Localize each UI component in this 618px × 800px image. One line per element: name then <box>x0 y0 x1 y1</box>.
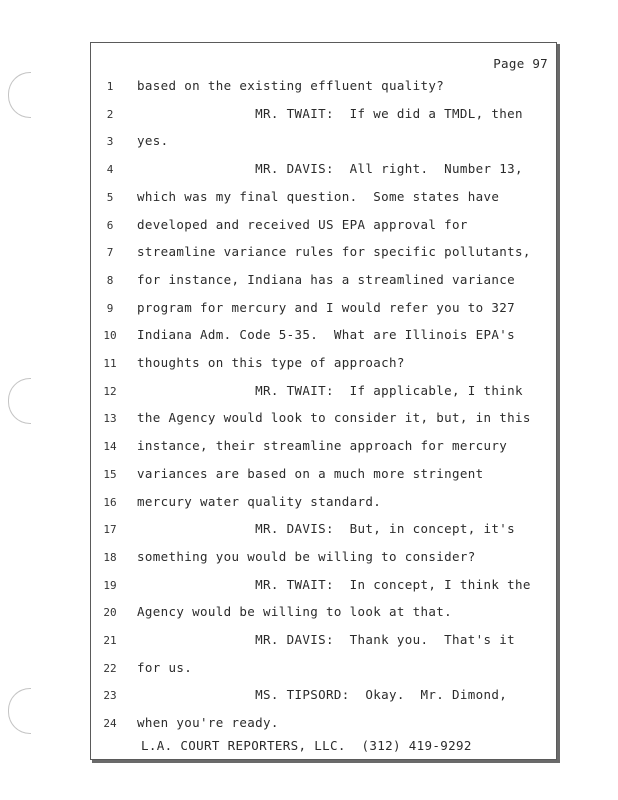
line-number: 20 <box>103 606 117 620</box>
transcript-line <box>91 548 556 570</box>
transcript-line <box>91 271 556 293</box>
punch-hole-bottom <box>8 688 31 734</box>
line-number: 15 <box>103 467 117 481</box>
line-number: 11 <box>103 357 117 370</box>
line-number: 5 <box>106 190 114 204</box>
line-number: 12 <box>103 384 117 398</box>
transcript-line <box>91 326 556 348</box>
line-text: when you're ready. <box>137 715 279 731</box>
transcript-line <box>91 465 556 487</box>
transcript-line <box>91 437 556 459</box>
line-number: 4 <box>106 163 114 177</box>
line-text: MS. TIPSORD: Okay. Mr. Dimond, <box>137 687 508 703</box>
line-number: 10 <box>103 329 117 343</box>
line-text: for us. <box>137 659 193 675</box>
line-text: for instance, Indiana has a streamlined variance <box>137 271 516 287</box>
line-number: 6 <box>106 218 114 232</box>
line-text: MR. TWAIT: If we did a TMDL, then <box>137 105 523 121</box>
line-text: thoughts on this type of approach? <box>137 355 405 370</box>
transcript-line <box>91 603 556 625</box>
line-text: variances are based on a much more stringent <box>137 465 484 481</box>
transcript-line <box>91 105 556 127</box>
line-number: 14 <box>103 440 117 454</box>
line-number: 21 <box>103 634 117 647</box>
line-text: developed and received US EPA approval for <box>137 216 468 232</box>
transcript-line <box>91 299 556 321</box>
line-number: 3 <box>106 135 114 149</box>
line-text: MR. DAVIS: All right. Number 13, <box>137 161 523 177</box>
line-text: Indiana Adm. Code 5-35. What are Illinois EPA's <box>137 327 516 343</box>
line-text: MR. TWAIT: If applicable, I think <box>137 382 523 398</box>
transcript-line <box>91 382 556 404</box>
line-text: streamline variance rules for specific pollutants, <box>137 244 531 260</box>
line-number: 13 <box>103 412 117 426</box>
transcript-line <box>91 631 556 653</box>
court-reporter-footer: L.A. COURT REPORTERS, LLC. (312) 419-9292 <box>141 738 472 753</box>
line-text: Agency would be willing to look at that. <box>137 604 453 620</box>
line-text: mercury water quality standard. <box>137 493 382 509</box>
line-number: 7 <box>106 246 114 260</box>
transcript-line <box>91 520 556 542</box>
transcript-line <box>91 409 556 431</box>
transcript-page <box>90 42 557 760</box>
line-text: something you would be willing to consider? <box>137 548 476 564</box>
line-number: 8 <box>106 273 114 287</box>
page-number: Page 97 <box>493 56 548 71</box>
transcript-line <box>91 132 556 154</box>
transcript-line <box>91 493 556 515</box>
line-number: 23 <box>103 689 117 703</box>
line-number: 18 <box>103 550 117 564</box>
transcript-line <box>91 216 556 238</box>
transcript-line <box>91 576 556 598</box>
line-text: yes. <box>137 133 169 149</box>
transcript-line <box>91 243 556 265</box>
line-number: 2 <box>106 107 114 121</box>
line-number: 1 <box>106 80 114 93</box>
line-text: which was my final question. Some states have <box>137 188 500 204</box>
punch-hole-middle <box>8 378 31 424</box>
line-text: the Agency would look to consider it, but, in this <box>137 410 531 426</box>
line-number: 24 <box>103 717 117 731</box>
line-text: MR. DAVIS: But, in concept, it's <box>137 521 516 537</box>
transcript-line <box>91 77 556 99</box>
page-shadow-right <box>557 44 560 762</box>
line-text: based on the existing effluent quality? <box>137 78 445 93</box>
transcript-line <box>91 714 556 736</box>
line-number: 22 <box>103 661 117 675</box>
punch-hole-top <box>8 72 31 118</box>
transcript-line <box>91 686 556 708</box>
line-text: MR. DAVIS: Thank you. That's it <box>137 632 516 647</box>
line-number: 19 <box>103 578 117 592</box>
line-text: MR. TWAIT: In concept, I think the <box>137 576 531 592</box>
transcript-line <box>91 659 556 681</box>
line-number: 16 <box>103 495 117 509</box>
line-number: 9 <box>106 301 114 315</box>
transcript-line <box>91 188 556 210</box>
page-shadow-bottom <box>92 760 560 763</box>
line-number: 17 <box>103 523 117 537</box>
transcript-line <box>91 354 556 376</box>
line-text: instance, their streamline approach for mercury <box>137 438 508 454</box>
line-text: program for mercury and I would refer you to 327 <box>137 299 516 315</box>
transcript-line <box>91 160 556 182</box>
